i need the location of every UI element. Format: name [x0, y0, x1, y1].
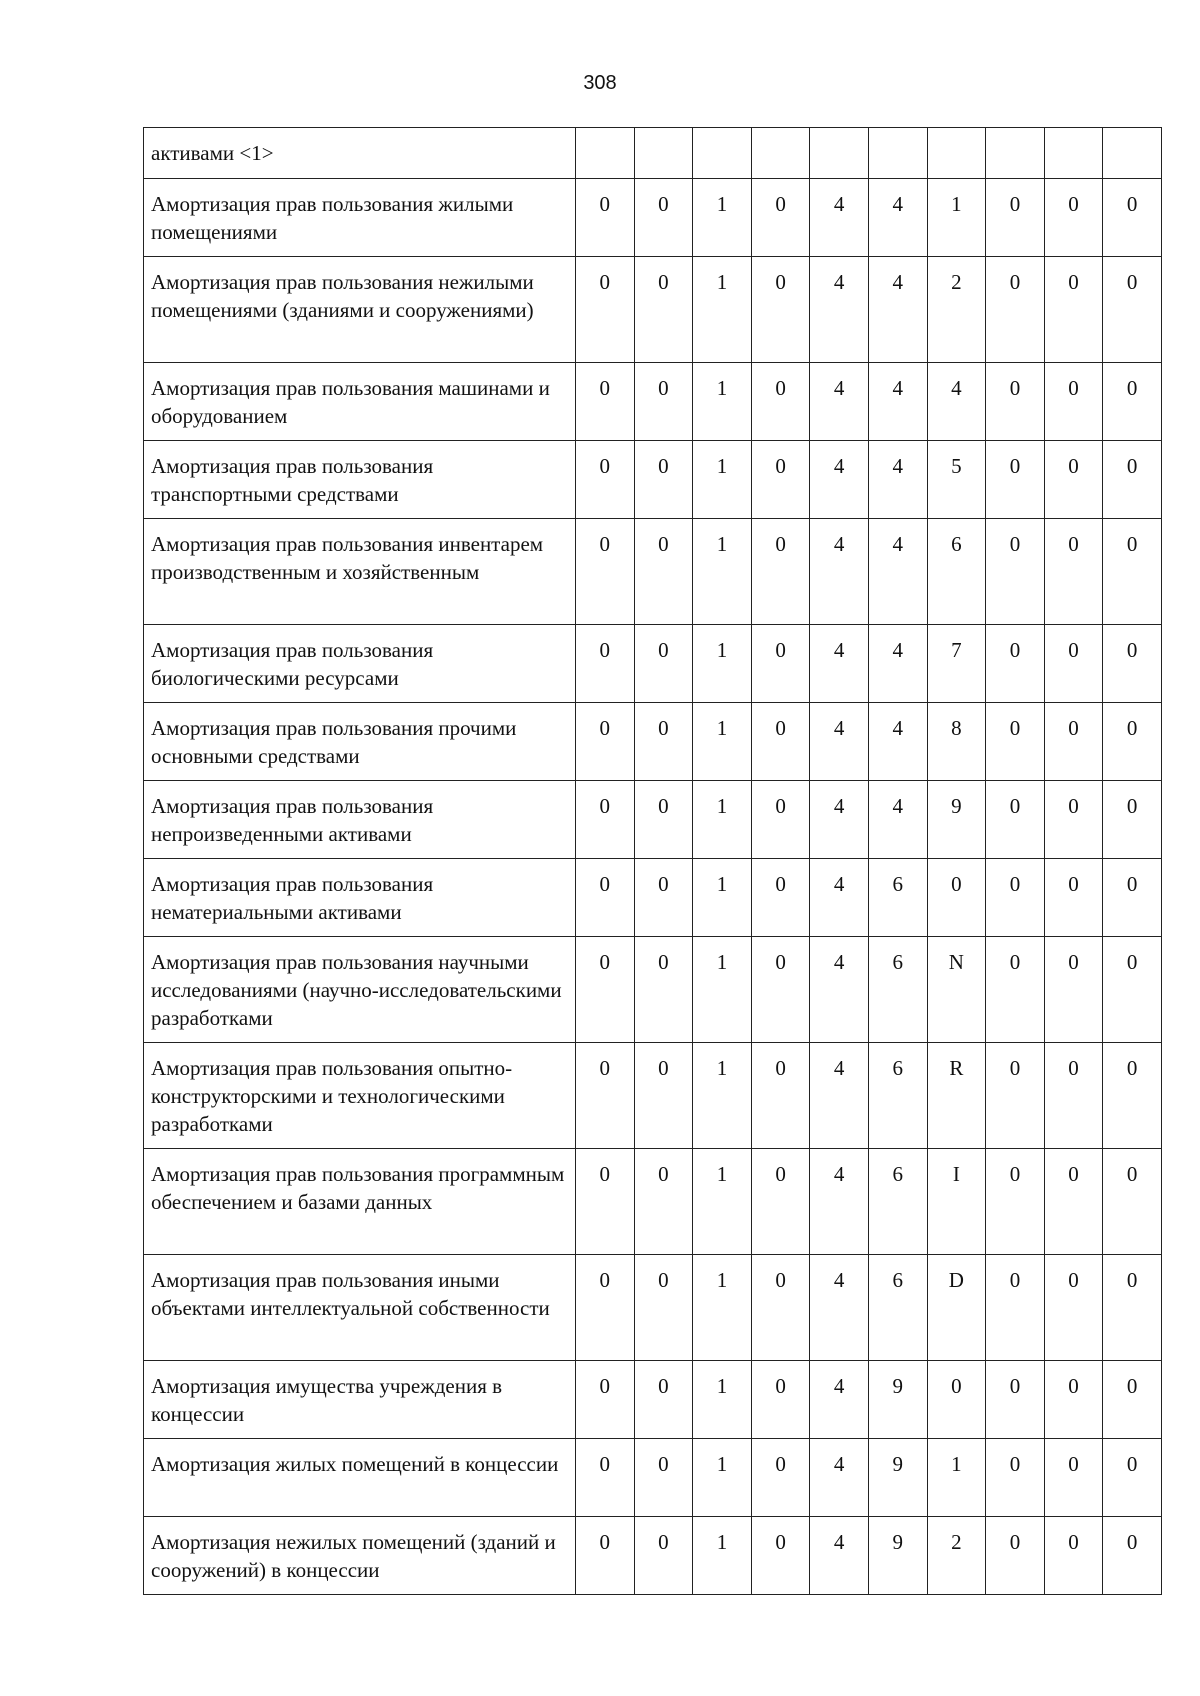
code-digit-cell: 4 [810, 937, 869, 1043]
code-digit-cell: 1 [693, 519, 752, 625]
code-digit-cell: 4 [868, 179, 927, 257]
code-digit-cell: 0 [986, 859, 1045, 937]
code-digit-cell: 0 [986, 703, 1045, 781]
code-digit-cell: 1 [693, 257, 752, 363]
code-digit-cell: 4 [868, 781, 927, 859]
code-digit-cell: 0 [576, 703, 635, 781]
code-digit-cell: 0 [576, 1255, 635, 1361]
code-digit-cell: 0 [634, 703, 693, 781]
code-digit-cell: 0 [986, 625, 1045, 703]
code-digit-cell: 0 [1044, 179, 1103, 257]
code-digit-cell: 0 [986, 179, 1045, 257]
code-digit-cell: 0 [751, 1149, 810, 1255]
code-digit-cell: 0 [576, 1517, 635, 1595]
code-digit-cell: 0 [576, 625, 635, 703]
table-row [144, 781, 1162, 859]
code-digit-cell: 9 [868, 1439, 927, 1517]
code-digit-cell: 0 [576, 859, 635, 937]
code-digit-cell: 0 [634, 1043, 693, 1149]
code-digit-cell: 0 [986, 257, 1045, 363]
table-row [144, 1517, 1162, 1595]
code-digit-cell: 0 [1103, 179, 1162, 257]
account-name-cell: Амортизация прав пользования непроизведенными активами [144, 781, 576, 859]
code-digit-cell: 0 [751, 363, 810, 441]
code-digit-cell: 4 [810, 363, 869, 441]
code-digit-cell: 0 [1044, 1439, 1103, 1517]
code-digit-cell: 1 [927, 1439, 986, 1517]
code-digit-cell: 0 [576, 1361, 635, 1439]
code-digit-cell: 0 [576, 1149, 635, 1255]
code-digit-cell: 4 [868, 519, 927, 625]
code-digit-cell: 0 [576, 781, 635, 859]
code-digit-cell: 0 [1103, 519, 1162, 625]
code-digit-cell: 0 [986, 1255, 1045, 1361]
code-digit-cell: 1 [693, 363, 752, 441]
code-digit-cell: 0 [634, 179, 693, 257]
code-digit-cell: 0 [1103, 703, 1162, 781]
code-digit-cell: 2 [927, 1517, 986, 1595]
code-digit-cell: 1 [693, 625, 752, 703]
code-digit-cell [868, 128, 927, 179]
code-digit-cell: 6 [868, 937, 927, 1043]
code-digit-cell: 0 [1044, 625, 1103, 703]
code-digit-cell [986, 128, 1045, 179]
account-name-cell: Амортизация прав пользования нематериальными активами [144, 859, 576, 937]
code-digit-cell: 0 [927, 1361, 986, 1439]
code-digit-cell: 7 [927, 625, 986, 703]
code-digit-cell: 1 [693, 179, 752, 257]
code-digit-cell: 0 [751, 1517, 810, 1595]
code-digit-cell: 4 [868, 363, 927, 441]
code-digit-cell: 1 [693, 1255, 752, 1361]
code-digit-cell: 0 [634, 625, 693, 703]
code-digit-cell [927, 128, 986, 179]
code-digit-cell: 0 [751, 703, 810, 781]
code-digit-cell: 1 [693, 937, 752, 1043]
account-name-cell: Амортизация прав пользования инвентарем производственным и хозяйственным [144, 519, 576, 625]
code-digit-cell: 5 [927, 441, 986, 519]
code-digit-cell: 0 [634, 1439, 693, 1517]
code-digit-cell: 0 [751, 519, 810, 625]
code-digit-cell: 0 [576, 441, 635, 519]
code-digit-cell: 1 [693, 1439, 752, 1517]
table-row [144, 859, 1162, 937]
code-digit-cell [751, 128, 810, 179]
code-digit-cell: 0 [1103, 1149, 1162, 1255]
code-digit-cell: 8 [927, 703, 986, 781]
code-digit-cell: 1 [693, 1043, 752, 1149]
code-digit-cell: 0 [751, 1043, 810, 1149]
code-digit-cell: 0 [986, 1517, 1045, 1595]
code-digit-cell: 0 [634, 363, 693, 441]
table-row [144, 128, 1162, 179]
table-row [144, 363, 1162, 441]
code-digit-cell: 0 [1044, 859, 1103, 937]
code-digit-cell: 0 [1103, 625, 1162, 703]
code-digit-cell: 0 [1103, 1255, 1162, 1361]
code-digit-cell: 0 [634, 1255, 693, 1361]
code-digit-cell: 0 [1044, 519, 1103, 625]
code-digit-cell: 0 [1103, 1361, 1162, 1439]
code-digit-cell: 0 [634, 1149, 693, 1255]
table-row [144, 937, 1162, 1043]
code-digit-cell: 0 [927, 859, 986, 937]
code-digit-cell: 0 [751, 179, 810, 257]
code-digit-cell: 0 [986, 1439, 1045, 1517]
code-digit-cell: 4 [810, 441, 869, 519]
page-number: 308 [583, 72, 617, 94]
code-digit-cell: 2 [927, 257, 986, 363]
code-digit-cell [693, 128, 752, 179]
code-digit-cell: 0 [634, 441, 693, 519]
code-digit-cell: 1 [927, 179, 986, 257]
code-digit-cell: 0 [1103, 441, 1162, 519]
code-digit-cell: 0 [576, 1439, 635, 1517]
code-digit-cell: 1 [693, 1149, 752, 1255]
table-row [144, 179, 1162, 257]
code-digit-cell: 1 [693, 1517, 752, 1595]
code-digit-cell: 0 [1044, 781, 1103, 859]
table-row [144, 1149, 1162, 1255]
code-digit-cell: 6 [868, 1043, 927, 1149]
code-digit-cell: 0 [751, 625, 810, 703]
code-digit-cell: 4 [810, 859, 869, 937]
code-digit-cell: 0 [1044, 1043, 1103, 1149]
code-digit-cell: 6 [927, 519, 986, 625]
code-digit-cell: 6 [868, 1149, 927, 1255]
code-digit-cell: 0 [1044, 257, 1103, 363]
code-digit-cell: 0 [576, 257, 635, 363]
table-row [144, 703, 1162, 781]
code-digit-cell: 1 [693, 703, 752, 781]
code-digit-cell: 0 [1044, 363, 1103, 441]
code-digit-cell: 0 [634, 257, 693, 363]
code-digit-cell: 4 [810, 703, 869, 781]
code-digit-cell: 0 [1103, 781, 1162, 859]
code-digit-cell [810, 128, 869, 179]
code-digit-cell: 4 [868, 257, 927, 363]
table-row [144, 519, 1162, 625]
code-digit-cell: 0 [986, 441, 1045, 519]
code-digit-cell: 1 [693, 859, 752, 937]
account-name-cell: Амортизация прав пользования транспортными средствами [144, 441, 576, 519]
code-digit-cell: 0 [1044, 441, 1103, 519]
code-digit-cell: 0 [986, 363, 1045, 441]
code-digit-cell [634, 128, 693, 179]
code-digit-cell: N [927, 937, 986, 1043]
account-name-cell: Амортизация нежилых помещений (зданий и сооружений) в концессии [144, 1517, 576, 1595]
code-digit-cell: 0 [634, 781, 693, 859]
table-row [144, 1043, 1162, 1149]
code-digit-cell: 9 [868, 1361, 927, 1439]
table-row [144, 1439, 1162, 1517]
account-name-cell: Амортизация жилых помещений в концессии [144, 1439, 576, 1517]
code-digit-cell: D [927, 1255, 986, 1361]
code-digit-cell: 0 [634, 937, 693, 1043]
code-digit-cell: 0 [751, 859, 810, 937]
code-digit-cell: 9 [868, 1517, 927, 1595]
code-digit-cell [1103, 128, 1162, 179]
code-digit-cell [576, 128, 635, 179]
table-row [144, 257, 1162, 363]
table-row [144, 625, 1162, 703]
code-digit-cell: 0 [1044, 937, 1103, 1043]
code-digit-cell: 0 [634, 859, 693, 937]
code-digit-cell: R [927, 1043, 986, 1149]
code-digit-cell: 0 [1103, 1439, 1162, 1517]
code-digit-cell: 0 [751, 781, 810, 859]
code-digit-cell: 0 [751, 1361, 810, 1439]
code-digit-cell: 0 [1044, 1149, 1103, 1255]
account-name-cell: активами <1> [144, 128, 576, 179]
code-digit-cell: 4 [810, 257, 869, 363]
account-name-cell: Амортизация прав пользования программным обеспечением и базами данных [144, 1149, 576, 1255]
code-digit-cell: 1 [693, 781, 752, 859]
code-digit-cell: 4 [927, 363, 986, 441]
code-digit-cell: 0 [986, 1043, 1045, 1149]
code-digit-cell: 4 [810, 1361, 869, 1439]
code-digit-cell: 0 [634, 1517, 693, 1595]
table-row [144, 441, 1162, 519]
code-digit-cell [1044, 128, 1103, 179]
code-digit-cell: 4 [810, 625, 869, 703]
account-name-cell: Амортизация прав пользования научными исследованиями (научно-исследовательскими разработками [144, 937, 576, 1043]
code-digit-cell: 0 [634, 1361, 693, 1439]
code-digit-cell: 4 [868, 441, 927, 519]
code-digit-cell: 0 [1103, 859, 1162, 937]
account-name-cell: Амортизация прав пользования прочими основными средствами [144, 703, 576, 781]
code-digit-cell: 4 [810, 1255, 869, 1361]
code-digit-cell: 0 [751, 937, 810, 1043]
code-digit-cell: 0 [576, 937, 635, 1043]
code-digit-cell: 0 [751, 1255, 810, 1361]
code-digit-cell: I [927, 1149, 986, 1255]
code-digit-cell: 4 [810, 179, 869, 257]
code-digit-cell: 4 [868, 625, 927, 703]
code-digit-cell: 0 [1044, 1255, 1103, 1361]
code-digit-cell: 1 [693, 441, 752, 519]
table-body [144, 128, 1162, 1595]
account-name-cell: Амортизация прав пользования жилыми помещениями [144, 179, 576, 257]
code-digit-cell: 0 [1103, 937, 1162, 1043]
code-digit-cell: 6 [868, 1255, 927, 1361]
code-digit-cell: 4 [810, 1149, 869, 1255]
code-digit-cell: 0 [1103, 363, 1162, 441]
table-row [144, 1255, 1162, 1361]
account-name-cell: Амортизация прав пользования иными объектами интеллектуальной собственности [144, 1255, 576, 1361]
code-digit-cell: 0 [634, 519, 693, 625]
code-digit-cell: 0 [1044, 1517, 1103, 1595]
code-digit-cell: 0 [986, 781, 1045, 859]
code-digit-cell: 4 [810, 1517, 869, 1595]
code-digit-cell: 0 [576, 179, 635, 257]
code-digit-cell: 0 [1103, 257, 1162, 363]
code-digit-cell: 0 [986, 519, 1045, 625]
code-digit-cell: 4 [810, 1439, 869, 1517]
account-name-cell: Амортизация прав пользования опытно-конструкторскими и технологическими разработками [144, 1043, 576, 1149]
code-digit-cell: 0 [751, 257, 810, 363]
account-name-cell: Амортизация прав пользования нежилыми помещениями (зданиями и сооружениями) [144, 257, 576, 363]
code-digit-cell: 0 [1044, 1361, 1103, 1439]
code-digit-cell: 0 [576, 363, 635, 441]
account-name-cell: Амортизация прав пользования биологическими ресурсами [144, 625, 576, 703]
table-row [144, 1361, 1162, 1439]
code-digit-cell: 0 [576, 1043, 635, 1149]
account-name-cell: Амортизация имущества учреждения в концессии [144, 1361, 576, 1439]
code-digit-cell: 0 [1103, 1043, 1162, 1149]
code-digit-cell: 0 [1044, 703, 1103, 781]
code-digit-cell: 9 [927, 781, 986, 859]
code-digit-cell: 4 [810, 519, 869, 625]
code-digit-cell: 0 [986, 1149, 1045, 1255]
code-digit-cell: 0 [576, 519, 635, 625]
code-digit-cell: 0 [751, 1439, 810, 1517]
account-codes-table [143, 127, 1162, 1595]
code-digit-cell: 4 [810, 1043, 869, 1149]
code-digit-cell: 0 [986, 937, 1045, 1043]
code-digit-cell: 4 [810, 781, 869, 859]
code-digit-cell: 0 [986, 1361, 1045, 1439]
code-digit-cell: 0 [1103, 1517, 1162, 1595]
code-digit-cell: 4 [868, 703, 927, 781]
account-name-cell: Амортизация прав пользования машинами и оборудованием [144, 363, 576, 441]
code-digit-cell: 6 [868, 859, 927, 937]
code-digit-cell: 1 [693, 1361, 752, 1439]
code-digit-cell: 0 [751, 441, 810, 519]
